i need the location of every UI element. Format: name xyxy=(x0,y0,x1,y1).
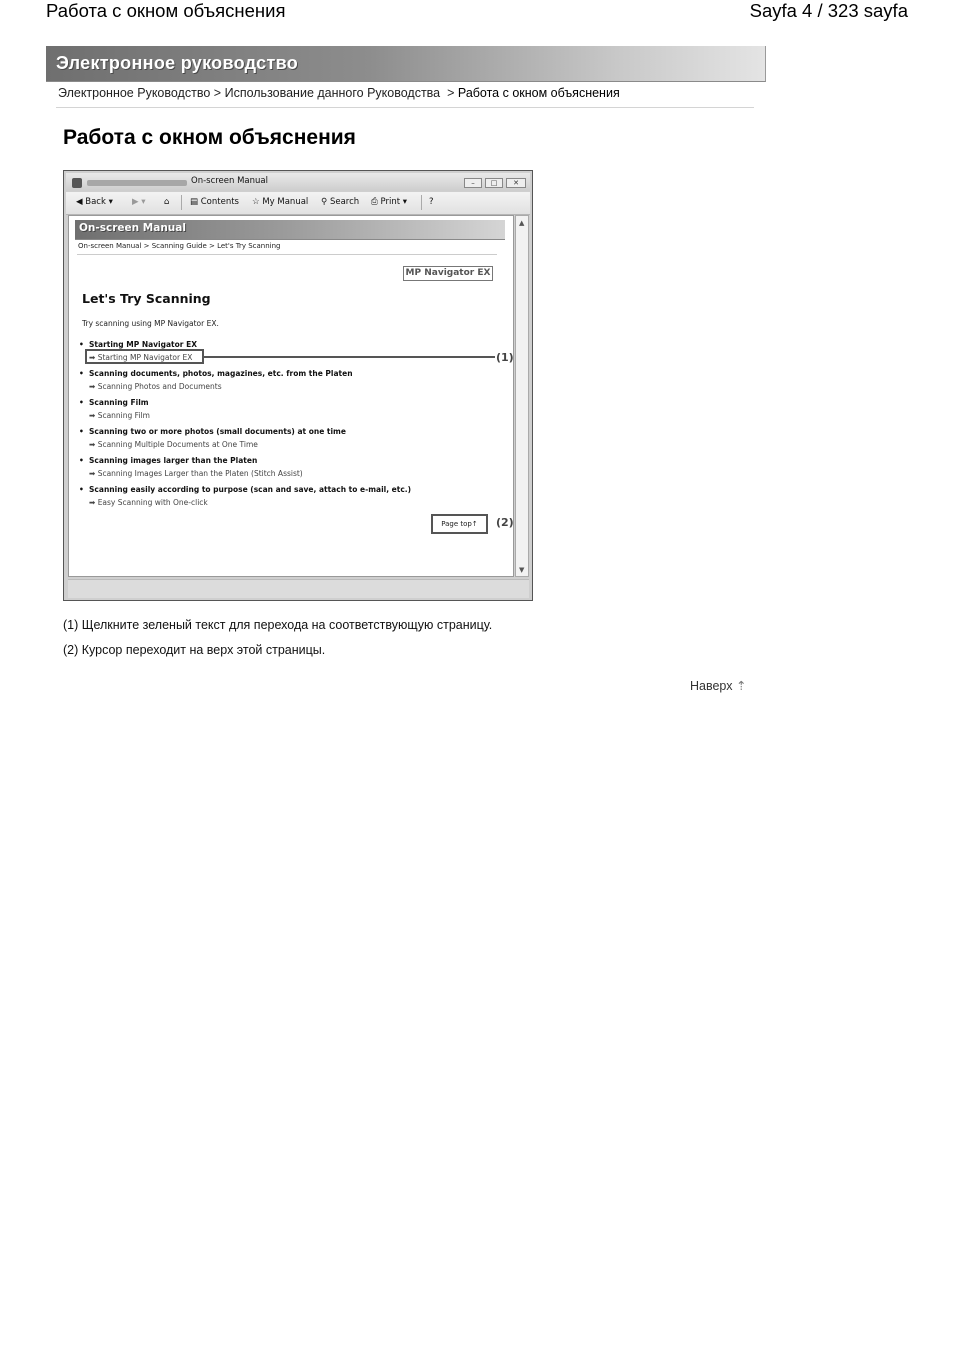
inner-divider xyxy=(77,254,497,255)
search-icon: ⚲ xyxy=(321,197,328,207)
right-arrow-icon: ➡ xyxy=(89,469,96,478)
home-icon: ⌂ xyxy=(164,197,170,207)
document-title: Работа с окном объяснения xyxy=(46,0,286,21)
callout-2-label: (2) xyxy=(496,516,514,529)
back-button: ◀ Back ▾ xyxy=(76,197,113,207)
contents-button: ▤ Contents xyxy=(190,197,239,207)
mp-navigator-badge: MP Navigator EX xyxy=(403,266,493,281)
scroll-up-icon: ▲ xyxy=(519,219,525,227)
right-arrow-icon: ➡ xyxy=(89,440,96,449)
toolbar-divider xyxy=(181,195,182,210)
right-arrow-icon: ➡ xyxy=(89,353,96,362)
breadcrumb-separator: > xyxy=(213,86,222,100)
manual-banner xyxy=(46,46,766,82)
app-icon xyxy=(72,178,82,188)
note-2: (2) Курсор переходит на верх этой страницы. xyxy=(63,643,326,657)
breadcrumb xyxy=(58,86,620,100)
close-button: ✕ xyxy=(506,178,526,188)
window-statusbar xyxy=(68,579,529,598)
right-arrow-icon: ➡ xyxy=(89,382,96,391)
printer-icon: ⎙ xyxy=(371,197,378,207)
banner-title: Электронное руководство xyxy=(56,53,298,73)
inner-banner-title: On-screen Manual xyxy=(79,222,186,234)
breadcrumb-link-usage[interactable]: Использование данного Руководства xyxy=(224,86,441,100)
list-item-link: ➡ Scanning Images Larger than the Platen (Stitch Assist) xyxy=(89,469,303,478)
callout-1-line xyxy=(204,356,495,358)
callout-1-label: (1) xyxy=(496,351,514,364)
note-1: (1) Щелкните зеленый текст для перехода на соответствующую страницу. xyxy=(63,618,493,632)
list-item: • Scanning easily according to purpose (scan and save, attach to e-mail, etc.) xyxy=(79,485,412,494)
back-arrow-icon: ◀ xyxy=(76,197,83,207)
minimize-button: – xyxy=(464,178,482,188)
window-title: On-screen Manual xyxy=(191,176,268,186)
breadcrumb-current: Работа с окном объяснения xyxy=(457,86,620,100)
manual-window-screenshot xyxy=(63,170,533,601)
print-button: ⎙ Print ▾ xyxy=(371,197,408,207)
dropdown-icon: ▾ xyxy=(402,197,408,207)
breadcrumb-link-manual[interactable]: Электронное Руководство xyxy=(58,86,211,100)
list-item-link: ➡ Easy Scanning with One-click xyxy=(89,498,208,507)
star-icon: ☆ xyxy=(252,197,260,207)
page-counter: Sayfa 4 / 323 sayfa xyxy=(749,0,908,21)
list-item-link: ➡ Scanning Film xyxy=(89,411,150,420)
forward-arrow-icon: ▶ ▾ xyxy=(132,197,146,207)
list-item-link: ➡ Scanning Multiple Documents at One Time xyxy=(89,440,258,449)
list-item-link: ➡ Scanning Photos and Documents xyxy=(89,382,222,391)
inner-intro: Try scanning using MP Navigator EX. xyxy=(82,319,219,328)
toolbar-divider xyxy=(421,195,422,210)
window-title-blurred xyxy=(87,180,187,186)
breadcrumb-divider xyxy=(56,107,754,108)
inner-breadcrumb: On-screen Manual > Scanning Guide > Let's Try Scanning xyxy=(78,242,281,250)
back-to-top-label: Наверх xyxy=(690,679,733,693)
inner-heading: Let's Try Scanning xyxy=(82,291,211,306)
list-item: • Scanning two or more photos (small documents) at one time xyxy=(79,427,346,436)
search-button: ⚲ Search xyxy=(321,197,360,207)
forward-button xyxy=(132,197,146,207)
scroll-down-icon: ▼ xyxy=(519,566,525,574)
page-title: Работа с окном объяснения xyxy=(63,126,356,149)
list-item: • Scanning documents, photos, magazines, etc. from the Platen xyxy=(79,369,353,378)
window-toolbar xyxy=(66,192,530,215)
maximize-button: □ xyxy=(485,178,503,188)
list-item: • Scanning Film xyxy=(79,398,149,407)
list-item: • Scanning images larger than the Platen xyxy=(79,456,258,465)
list-item: • Starting MP Navigator EX xyxy=(79,340,198,349)
back-to-top-link[interactable] xyxy=(690,678,746,693)
book-icon: ▤ xyxy=(190,197,199,207)
window-content xyxy=(68,215,514,577)
scrollbar xyxy=(515,215,529,577)
up-arrow-icon: ↑ xyxy=(471,520,478,528)
my-manual-button: ☆ My Manual xyxy=(252,197,309,207)
callout-1-highlight xyxy=(85,349,204,364)
list-item-link: ➡ Starting MP Navigator EX xyxy=(89,353,193,362)
right-arrow-icon: ➡ xyxy=(89,498,96,507)
inner-banner xyxy=(75,220,505,240)
breadcrumb-separator: > xyxy=(447,86,455,100)
dropdown-icon: ▾ xyxy=(108,197,113,207)
up-arrow-icon: ⇡ xyxy=(735,679,747,693)
help-icon: ? xyxy=(429,197,434,207)
window-titlebar xyxy=(66,173,530,191)
right-arrow-icon: ➡ xyxy=(89,411,96,420)
page-top-button: Page top↑ xyxy=(431,514,488,534)
